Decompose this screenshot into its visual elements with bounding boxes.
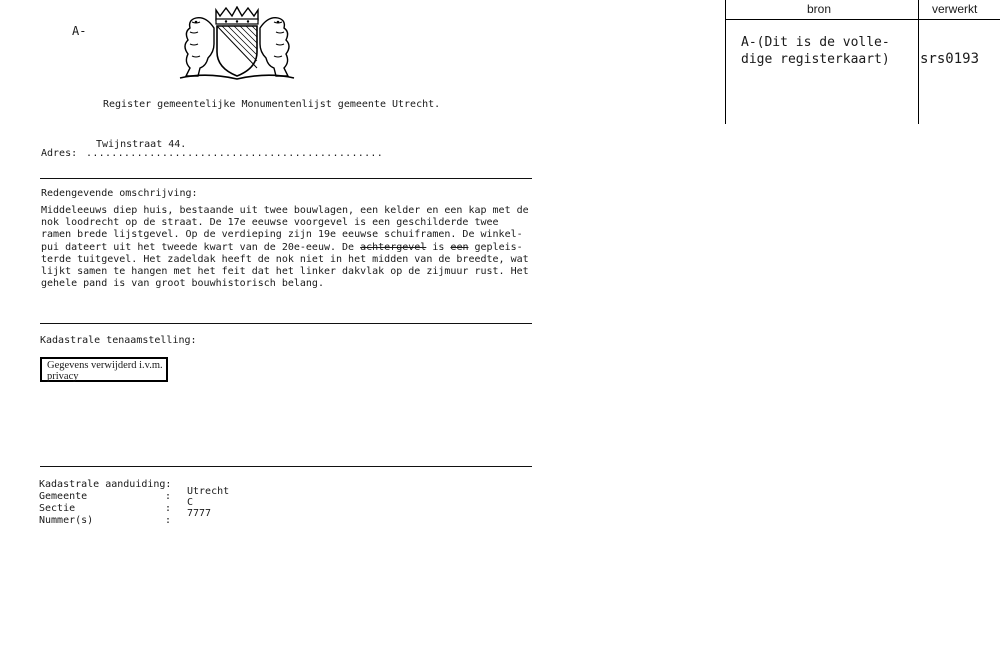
table-bron-value: A-(Dit is de volle- dige registerkaart) (741, 35, 890, 67)
table-header-divider (725, 19, 1000, 20)
description-text (41, 205, 533, 290)
description-line: nok loodrecht op de straat. De 17e eeuwse voorgevel is een geschilderde twee (41, 217, 499, 229)
address-label: Adres: (41, 148, 78, 159)
cadastral-key-nummer: Nummer(s) (39, 515, 94, 526)
cadastral-colon: : (165, 503, 172, 514)
description-line-end: gepleis- (468, 241, 523, 253)
address-dots: ............................................... (86, 148, 384, 159)
description-label: Redengevende omschrijving: (41, 188, 198, 199)
table-header-bron: bron (807, 2, 832, 16)
cadastral-value-nummer: 7777 (187, 508, 212, 519)
section-divider (40, 323, 532, 324)
corner-mark: A- (72, 24, 87, 38)
ownership-label: Kadastrale tenaamstelling: (40, 335, 197, 346)
description-line: ramen brede lijstgevel. Op de verdieping zijn 19e eeuwse schuiframen. De winkel- (41, 229, 523, 241)
cadastral-key-gemeente: Gemeente (39, 491, 88, 502)
description-line: Middeleeuws diep huis, bestaande uit twee bouwlagen, een kelder en een kap met de (41, 205, 529, 216)
cadastral-colon: : (165, 491, 172, 502)
table-verwerkt-value: srs0193 (920, 51, 980, 67)
description-line-mid: is (426, 241, 451, 253)
register-title: Register gemeentelijke Monumentenlijst gemeente Utrecht. (103, 99, 441, 110)
description-line: terde tuitgevel. Het zadeldak heeft de nok niet in het midden van de breedte, wat (41, 253, 529, 265)
description-line-struck (41, 242, 533, 254)
register-stamp-table (725, 0, 1000, 124)
struck-word: een (450, 241, 469, 253)
privacy-notice-box: Gegevens verwijderd i.v.m. privacy (40, 357, 168, 382)
struck-word: achtergevel (360, 241, 427, 253)
section-divider (40, 466, 532, 467)
address-street: Twijnstraat 44. (96, 139, 187, 150)
section-divider (40, 178, 532, 179)
cadastral-value-gemeente: Utrecht (187, 486, 230, 497)
cadastral-label: Kadastrale aanduiding: (39, 479, 172, 490)
utrecht-coat-of-arms (176, 6, 298, 82)
description-line-start: pui dateert uit het tweede kwart van de 20e-eeuw. De (41, 241, 361, 253)
cadastral-value-sectie: C (187, 497, 194, 508)
table-header-verwerkt: verwerkt (932, 2, 978, 16)
description-line: gehele pand is van groot bouwhistorisch belang. (41, 278, 324, 290)
cadastral-key-sectie: Sectie (39, 503, 76, 514)
cadastral-colon: : (165, 515, 172, 526)
description-line: lijkt samen te hangen met het feit dat het linker dakvlak op de zijmuur rust. Het (41, 266, 529, 278)
